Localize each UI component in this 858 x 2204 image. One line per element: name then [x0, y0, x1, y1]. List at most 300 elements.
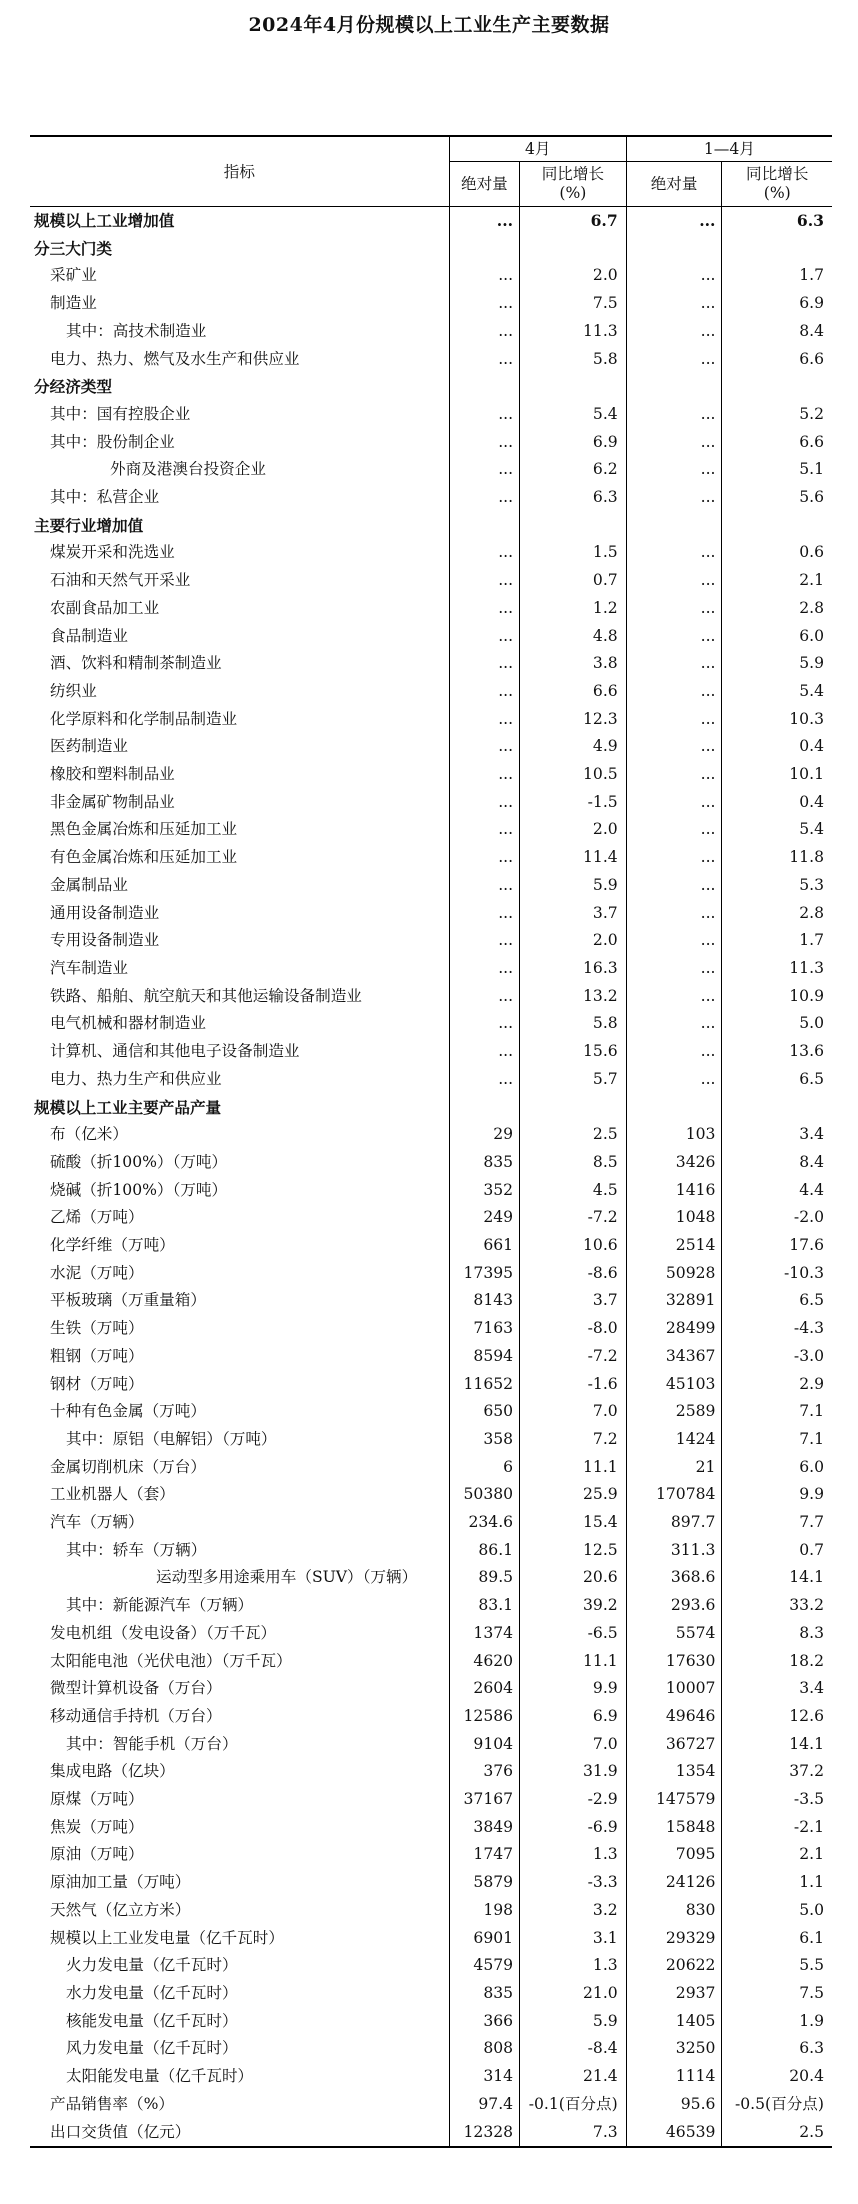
cell-yoy-ytd: 14.1	[789, 1568, 824, 1587]
cell-abs-month: 4579	[449, 1952, 519, 1980]
cell-abs-month: 89.5	[449, 1564, 519, 1592]
cell-abs-ytd: 147579	[626, 1786, 722, 1814]
table-row	[30, 1010, 832, 1038]
table-row	[30, 1592, 832, 1620]
cell-yoy-month: -2.9	[520, 1786, 627, 1814]
cell-yoy-month: 12.5	[520, 1537, 627, 1565]
cell-yoy-ytd: 7.7	[799, 1513, 824, 1532]
row-label: 工业机器人（套）	[30, 1481, 449, 1509]
cell-yoy-ytd: 2.8	[799, 598, 824, 617]
row-label: 十种有色金属（万吨）	[30, 1398, 449, 1426]
cell-yoy-ytd: 6.3	[796, 211, 824, 230]
cell-yoy-month: -3.3	[520, 1869, 627, 1897]
table-row	[30, 2008, 832, 2036]
cell-yoy-ytd: 6.3	[799, 2039, 824, 2058]
cell-abs-month	[449, 512, 519, 540]
cell-yoy-month: 2.0	[520, 927, 627, 955]
table-row	[30, 1454, 832, 1482]
table-row	[30, 1703, 832, 1731]
cell-abs-month: 9104	[449, 1731, 519, 1759]
cell-abs-ytd: ...	[626, 816, 722, 844]
cell-abs-month: ...	[449, 927, 519, 955]
cell-yoy-ytd: 5.0	[799, 1014, 824, 1033]
table-row	[30, 1564, 832, 1592]
row-label: 太阳能发电量（亿千瓦时）	[30, 2063, 449, 2091]
table-row	[30, 1869, 832, 1897]
cell-yoy-month: 4.9	[520, 733, 627, 761]
cell-yoy-month: 6.2	[520, 456, 627, 484]
cell-yoy-month: 1.2	[520, 595, 627, 623]
row-label: 烧碱（折100%）（万吨）	[30, 1177, 449, 1205]
cell-abs-month: ...	[449, 429, 519, 457]
cell-abs-ytd: 10007	[626, 1675, 722, 1703]
cell-yoy-month: 25.9	[520, 1481, 627, 1509]
cell-yoy-ytd: 1.7	[799, 266, 824, 285]
cell-yoy-month: 3.8	[520, 650, 627, 678]
cell-abs-ytd: ...	[626, 484, 722, 512]
table-row	[30, 2091, 832, 2119]
cell-abs-month: 661	[449, 1232, 519, 1260]
cell-yoy-month: 7.5	[520, 290, 627, 318]
row-label: 平板玻璃（万重量箱）	[30, 1287, 449, 1315]
cell-yoy-ytd: 1.9	[799, 2011, 824, 2030]
cell-yoy-ytd: 5.9	[799, 654, 824, 673]
row-label: 其中：股份制企业	[30, 429, 449, 457]
table-row	[30, 456, 832, 484]
cell-abs-month: 650	[449, 1398, 519, 1426]
row-label: 核能发电量（亿千瓦时）	[30, 2008, 449, 2036]
table-row	[30, 1038, 832, 1066]
row-label: 外商及港澳台投资企业	[30, 456, 449, 484]
table-row	[30, 2063, 832, 2091]
row-label: 布（亿米）	[30, 1121, 449, 1149]
cell-abs-month: 835	[449, 1980, 519, 2008]
cell-abs-month: ...	[449, 706, 519, 734]
cell-abs-ytd: 46539	[626, 2119, 722, 2148]
table-row	[30, 1620, 832, 1648]
cell-abs-ytd: 21	[626, 1454, 722, 1482]
cell-abs-ytd: ...	[626, 401, 722, 429]
row-label: 其中：新能源汽车（万辆）	[30, 1592, 449, 1620]
row-label: 生铁（万吨）	[30, 1315, 449, 1343]
cell-abs-month: 376	[449, 1758, 519, 1786]
cell-abs-ytd: ...	[626, 789, 722, 817]
table-row	[30, 595, 832, 623]
cell-yoy-month: 5.8	[520, 1010, 627, 1038]
row-label: 其中：原铝（电解铝）（万吨）	[30, 1426, 449, 1454]
cell-abs-month: ...	[449, 761, 519, 789]
cell-yoy-ytd: 5.3	[799, 875, 824, 894]
cell-yoy-ytd: 37.2	[789, 1762, 824, 1781]
cell-yoy-ytd: 1.1	[799, 1873, 824, 1892]
table-row	[30, 1675, 832, 1703]
cell-abs-ytd: ...	[626, 346, 722, 374]
cell-yoy-ytd: 0.4	[799, 792, 824, 811]
cell-abs-month: ...	[449, 539, 519, 567]
cell-yoy-ytd: 6.9	[799, 294, 824, 313]
cell-abs-month: ...	[449, 650, 519, 678]
row-label: 产品销售率（%）	[30, 2091, 449, 2119]
cell-yoy-ytd: 12.6	[789, 1706, 824, 1725]
cell-yoy-month: -1.6	[520, 1371, 627, 1399]
cell-yoy-ytd: 3.4	[799, 1679, 824, 1698]
cell-abs-ytd: 368.6	[626, 1564, 722, 1592]
cell-yoy-ytd: 5.0	[799, 1900, 824, 1919]
table-row	[30, 650, 832, 678]
cell-yoy-month: -8.6	[520, 1260, 627, 1288]
cell-yoy-ytd: 6.0	[799, 626, 824, 645]
row-label: 农副食品加工业	[30, 595, 449, 623]
cell-abs-ytd: 95.6	[626, 2091, 722, 2119]
cell-abs-month	[449, 1094, 519, 1122]
cell-abs-ytd: 20622	[626, 1952, 722, 1980]
row-label: 出口交货值（亿元）	[30, 2119, 449, 2148]
row-label: 乙烯（万吨）	[30, 1204, 449, 1232]
table-row	[30, 900, 832, 928]
cell-abs-ytd: ...	[626, 1066, 722, 1094]
table-row	[30, 429, 832, 457]
row-label: 金属制品业	[30, 872, 449, 900]
row-label: 黑色金属冶炼和压延加工业	[30, 816, 449, 844]
cell-yoy-month: -1.5	[520, 789, 627, 817]
cell-abs-month: ...	[449, 623, 519, 651]
cell-yoy-month	[520, 1094, 627, 1122]
table-row	[30, 761, 832, 789]
cell-abs-month: 835	[449, 1149, 519, 1177]
cell-yoy-ytd: 10.9	[789, 986, 824, 1005]
row-label: 非金属矿物制品业	[30, 789, 449, 817]
row-label: 其中：智能手机（万台）	[30, 1731, 449, 1759]
cell-yoy-ytd: 6.6	[799, 432, 824, 451]
cell-yoy-ytd: 2.1	[799, 571, 824, 590]
cell-yoy-ytd: 2.5	[722, 2119, 832, 2148]
row-label: 化学原料和化学制品制造业	[30, 706, 449, 734]
cell-yoy-ytd: -2.0	[793, 1208, 824, 1227]
cell-yoy-month: 2.0	[520, 262, 627, 290]
row-label: 铁路、船舶、航空航天和其他运输设备制造业	[30, 983, 449, 1011]
cell-yoy-month: 3.7	[520, 900, 627, 928]
header-period-month: 4月	[449, 136, 626, 162]
cell-abs-month: 8594	[449, 1343, 519, 1371]
cell-yoy-month: 5.8	[520, 346, 627, 374]
cell-yoy-month: 11.4	[520, 844, 627, 872]
cell-abs-ytd: ...	[626, 955, 722, 983]
cell-abs-ytd	[626, 512, 722, 540]
cell-yoy-ytd: 18.2	[789, 1651, 824, 1670]
row-label: 原油加工量（万吨）	[30, 1869, 449, 1897]
cell-abs-month: 11652	[449, 1371, 519, 1399]
row-label: 天然气（亿立方米）	[30, 1897, 449, 1925]
cell-abs-month: ...	[449, 678, 519, 706]
table-row	[30, 1537, 832, 1565]
cell-abs-month	[449, 373, 519, 401]
table-row	[30, 1509, 832, 1537]
cell-abs-ytd: ...	[626, 539, 722, 567]
cell-abs-month: 249	[449, 1204, 519, 1232]
table-row	[30, 872, 832, 900]
cell-abs-ytd: 1048	[626, 1204, 722, 1232]
cell-abs-month: 37167	[449, 1786, 519, 1814]
cell-yoy-month: 4.5	[520, 1177, 627, 1205]
table-row	[30, 2035, 832, 2063]
cell-abs-ytd: 1354	[626, 1758, 722, 1786]
section-row	[30, 512, 832, 540]
row-label: 其中：私营企业	[30, 484, 449, 512]
cell-yoy-month: 11.1	[520, 1454, 627, 1482]
cell-yoy-ytd: 7.1	[799, 1429, 824, 1448]
table-row	[30, 816, 832, 844]
cell-yoy-ytd: -3.5	[793, 1790, 824, 1809]
cell-yoy-month: 1.5	[520, 539, 627, 567]
table-row	[30, 983, 832, 1011]
cell-abs-month: 86.1	[449, 1537, 519, 1565]
table-row	[30, 1481, 832, 1509]
cell-yoy-month: -0.1(百分点)	[520, 2091, 627, 2119]
table-row	[30, 1952, 832, 1980]
cell-abs-ytd: 830	[626, 1897, 722, 1925]
row-label: 制造业	[30, 290, 449, 318]
row-label: 汽车制造业	[30, 955, 449, 983]
row-label: 其中：轿车（万辆）	[30, 1537, 449, 1565]
cell-yoy-ytd: 6.5	[799, 1291, 824, 1310]
cell-yoy-month: 3.2	[520, 1897, 627, 1925]
cell-abs-month: 29	[449, 1121, 519, 1149]
row-label: 采矿业	[30, 262, 449, 290]
cell-yoy-ytd: 7.5	[799, 1984, 824, 2002]
cell-yoy-ytd: 10.3	[789, 709, 824, 728]
row-label: 石油和天然气开采业	[30, 567, 449, 595]
cell-abs-ytd: 293.6	[626, 1592, 722, 1620]
cell-abs-ytd: ...	[626, 872, 722, 900]
cell-abs-ytd: 34367	[626, 1343, 722, 1371]
row-label: 焦炭（万吨）	[30, 1814, 449, 1842]
cell-yoy-ytd: 5.4	[799, 681, 824, 700]
cell-abs-ytd: 49646	[626, 1703, 722, 1731]
row-label: 风力发电量（亿千瓦时）	[30, 2035, 449, 2063]
table-row	[30, 1315, 832, 1343]
section-row	[30, 235, 832, 263]
cell-abs-ytd: 1405	[626, 2008, 722, 2036]
row-label: 金属切削机床（万台）	[30, 1454, 449, 1482]
row-label: 水力发电量（亿千瓦时）	[30, 1980, 449, 2008]
cell-abs-month: ...	[449, 290, 519, 318]
table-row	[30, 1925, 832, 1953]
row-label: 发电机组（发电设备）（万千瓦）	[30, 1620, 449, 1648]
cell-yoy-month: 11.1	[520, 1648, 627, 1676]
cell-abs-month: 1747	[449, 1841, 519, 1869]
cell-yoy-ytd: 11.8	[789, 848, 824, 867]
cell-abs-month: 358	[449, 1426, 519, 1454]
row-label: 分经济类型	[30, 373, 449, 401]
cell-abs-ytd: 3426	[626, 1149, 722, 1177]
table-row	[30, 1758, 832, 1786]
row-label: 原煤（万吨）	[30, 1786, 449, 1814]
cell-abs-ytd: 897.7	[626, 1509, 722, 1537]
table-row	[30, 2119, 832, 2148]
row-label: 煤炭开采和洗选业	[30, 539, 449, 567]
row-label: 电力、热力、燃气及水生产和供应业	[30, 346, 449, 374]
cell-yoy-ytd: 8.3	[799, 1623, 824, 1642]
cell-abs-ytd: ...	[626, 844, 722, 872]
cell-abs-month: 5879	[449, 1869, 519, 1897]
row-label: 其中：国有控股企业	[30, 401, 449, 429]
cell-abs-month: ...	[449, 567, 519, 595]
cell-abs-month: 83.1	[449, 1592, 519, 1620]
cell-abs-ytd: 2514	[626, 1232, 722, 1260]
cell-abs-month: 8143	[449, 1287, 519, 1315]
cell-yoy-ytd: 20.4	[789, 2067, 824, 2086]
table-row	[30, 1343, 832, 1371]
row-label: 有色金属冶炼和压延加工业	[30, 844, 449, 872]
cell-abs-month: ...	[449, 1038, 519, 1066]
table-row	[30, 1398, 832, 1426]
row-label: 专用设备制造业	[30, 927, 449, 955]
cell-yoy-ytd: 9.9	[799, 1485, 824, 1504]
cell-yoy-month: 12.3	[520, 706, 627, 734]
data-table	[30, 135, 832, 2148]
cell-yoy-month: 0.7	[520, 567, 627, 595]
cell-abs-ytd: ...	[626, 595, 722, 623]
header-yoy-ytd: 同比增长 (%)	[746, 165, 809, 202]
cell-abs-ytd	[626, 235, 722, 263]
cell-abs-month: ...	[449, 262, 519, 290]
cell-yoy-ytd: 33.2	[789, 1596, 824, 1615]
row-label: 规模以上工业增加值	[30, 207, 449, 235]
cell-abs-month: 97.4	[449, 2091, 519, 2119]
cell-yoy-month: -8.0	[520, 1315, 627, 1343]
cell-abs-ytd: 311.3	[626, 1537, 722, 1565]
cell-yoy-month: 20.6	[520, 1564, 627, 1592]
cell-abs-month: 6	[449, 1454, 519, 1482]
row-label: 主要行业增加值	[30, 512, 449, 540]
cell-abs-month: 314	[449, 2063, 519, 2091]
cell-yoy-month: 6.7	[520, 207, 627, 235]
cell-yoy-ytd: -0.5(百分点)	[734, 2094, 824, 2113]
table-row	[30, 1980, 832, 2008]
cell-yoy-ytd: 11.3	[789, 958, 824, 977]
cell-abs-ytd: 29329	[626, 1925, 722, 1953]
section-row	[30, 373, 832, 401]
cell-yoy-month	[520, 373, 627, 401]
row-label: 电气机械和器材制造业	[30, 1010, 449, 1038]
cell-yoy-month: 7.0	[520, 1731, 627, 1759]
cell-yoy-month: -6.5	[520, 1620, 627, 1648]
cell-abs-month: 12328	[449, 2119, 519, 2148]
cell-yoy-month: 7.2	[520, 1426, 627, 1454]
table-row	[30, 955, 832, 983]
cell-abs-month: ...	[449, 1066, 519, 1094]
cell-yoy-month: 39.2	[520, 1592, 627, 1620]
cell-abs-month: 366	[449, 2008, 519, 2036]
header-abs-month: 绝对量	[449, 162, 519, 207]
cell-abs-ytd: 1114	[626, 2063, 722, 2091]
cell-abs-ytd: 103	[626, 1121, 722, 1149]
cell-yoy-ytd: 2.1	[799, 1845, 824, 1864]
table-row	[30, 539, 832, 567]
cell-yoy-ytd: 0.6	[799, 543, 824, 562]
cell-abs-ytd: ...	[626, 207, 722, 235]
cell-abs-month: 808	[449, 2035, 519, 2063]
table-row	[30, 1149, 832, 1177]
cell-abs-ytd: 3250	[626, 2035, 722, 2063]
cell-yoy-month	[520, 512, 627, 540]
cell-abs-ytd: 5574	[626, 1620, 722, 1648]
cell-yoy-month: 5.4	[520, 401, 627, 429]
cell-yoy-ytd: -2.1	[793, 1817, 824, 1836]
cell-abs-month: 12586	[449, 1703, 519, 1731]
cell-abs-month: ...	[449, 733, 519, 761]
cell-yoy-month: 11.3	[520, 318, 627, 346]
cell-abs-month: 7163	[449, 1315, 519, 1343]
cell-yoy-ytd: 2.8	[799, 903, 824, 922]
cell-abs-ytd: 1424	[626, 1426, 722, 1454]
cell-abs-ytd	[626, 373, 722, 401]
cell-abs-month: ...	[449, 207, 519, 235]
cell-abs-ytd: ...	[626, 983, 722, 1011]
cell-yoy-ytd: 5.1	[799, 460, 824, 479]
cell-yoy-ytd: 5.2	[799, 404, 824, 423]
cell-yoy-month: 3.7	[520, 1287, 627, 1315]
row-label: 集成电路（亿块）	[30, 1758, 449, 1786]
header-abs-ytd: 绝对量	[626, 162, 722, 207]
cell-yoy-month: 7.0	[520, 1398, 627, 1426]
cell-yoy-month: 1.3	[520, 1952, 627, 1980]
cell-yoy-ytd: 5.4	[799, 820, 824, 839]
cell-yoy-ytd: 10.1	[789, 765, 824, 784]
cell-abs-month: 3849	[449, 1814, 519, 1842]
table-row	[30, 1066, 832, 1094]
cell-yoy-month: 21.0	[520, 1980, 627, 2008]
table-row	[30, 927, 832, 955]
cell-abs-month: 1374	[449, 1620, 519, 1648]
cell-abs-ytd: 15848	[626, 1814, 722, 1842]
table-row	[30, 262, 832, 290]
row-label: 规模以上工业主要产品产量	[30, 1094, 449, 1122]
table-row	[30, 844, 832, 872]
cell-abs-ytd: ...	[626, 1010, 722, 1038]
cell-abs-ytd: 50928	[626, 1260, 722, 1288]
cell-yoy-month: 6.9	[520, 429, 627, 457]
cell-abs-month: ...	[449, 872, 519, 900]
cell-yoy-month: 6.6	[520, 678, 627, 706]
row-label: 粗钢（万吨）	[30, 1343, 449, 1371]
table-row	[30, 678, 832, 706]
cell-abs-ytd: ...	[626, 927, 722, 955]
header-period-ytd: 1—4月	[626, 136, 832, 162]
row-label: 钢材（万吨）	[30, 1371, 449, 1399]
table-row	[30, 706, 832, 734]
cell-abs-month: ...	[449, 844, 519, 872]
table-row	[30, 290, 832, 318]
cell-yoy-ytd	[722, 235, 832, 263]
cell-abs-month: 352	[449, 1177, 519, 1205]
cell-yoy-ytd: 8.4	[799, 1152, 824, 1171]
cell-abs-month: 50380	[449, 1481, 519, 1509]
table-row	[30, 1121, 832, 1149]
cell-abs-ytd: ...	[626, 456, 722, 484]
row-label: 运动型多用途乘用车（SUV）（万辆）	[30, 1564, 449, 1592]
cell-yoy-ytd: -10.3	[784, 1263, 824, 1282]
cell-abs-month	[449, 235, 519, 263]
cell-abs-ytd: ...	[626, 678, 722, 706]
table-row	[30, 318, 832, 346]
cell-yoy-ytd: 5.5	[799, 1956, 824, 1975]
cell-abs-month: ...	[449, 816, 519, 844]
cell-yoy-month: -7.2	[520, 1204, 627, 1232]
cell-abs-ytd: ...	[626, 706, 722, 734]
cell-yoy-month: 13.2	[520, 983, 627, 1011]
row-label: 微型计算机设备（万台）	[30, 1675, 449, 1703]
